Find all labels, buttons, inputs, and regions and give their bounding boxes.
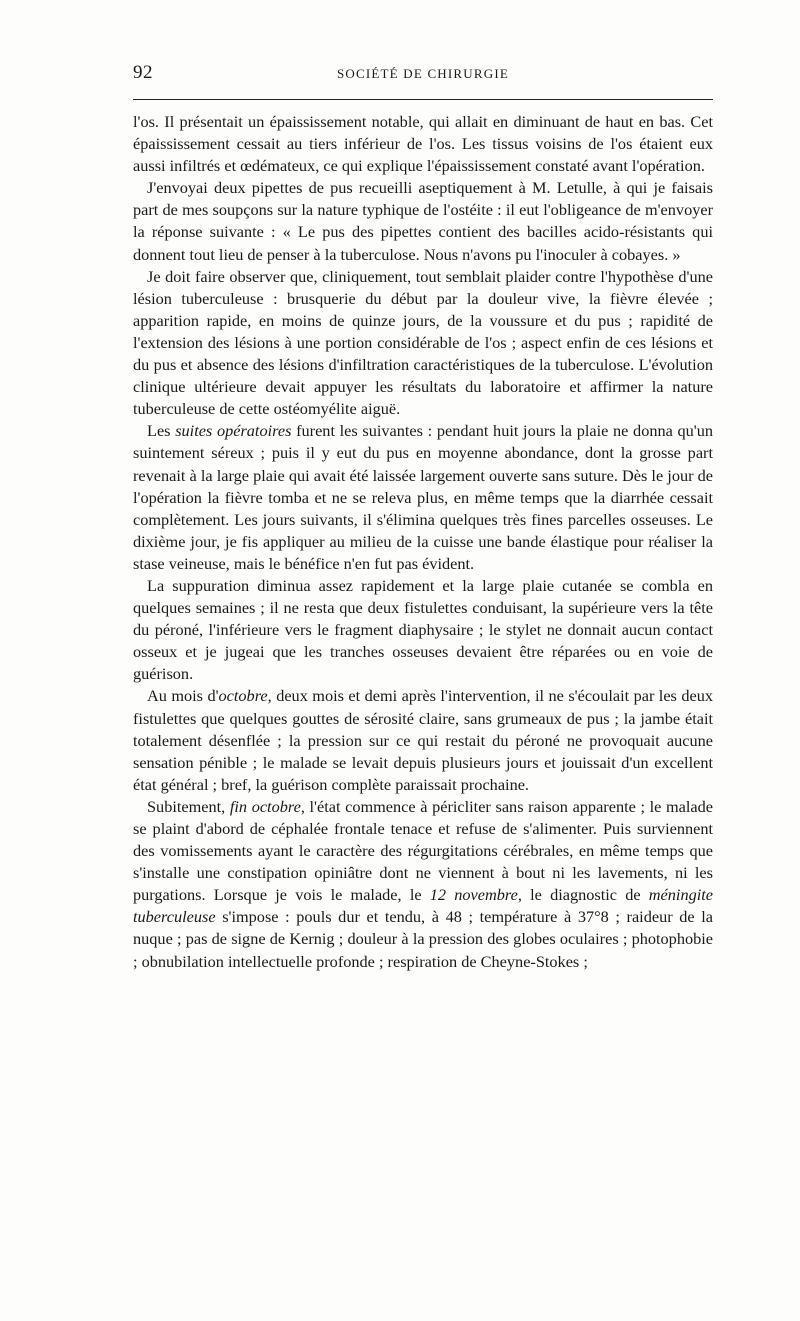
italic-text: méningite tuberculeuse: [133, 885, 713, 927]
page-header: [133, 60, 713, 88]
paragraph: [133, 796, 713, 973]
text-run: Subitement,: [147, 796, 230, 816]
text-run: l'os. Il présentait un épaississement notable, qui allait en diminuant de haut en bas. Cet épaississement cessait au tiers inférieur de l'os. Les tissus voisins de l'os étaient eux aussi infiltrés et œdémateux, ce qui explique l'épaississement constaté avant l'opération.: [133, 112, 713, 176]
text-run: J'envoyai deux pipettes de pus recueilli aseptiquement à M. Letulle, à qui je faisais part de mes soupçons sur la nature typhique de l'ostéite : il eut l'obligeance de m'envoyer la réponse suivante : « Le pus des pipettes contient des bacilles acido-résistants qui donnent tout lieu de penser à la tuberculose. Nous n'avons pu l'inoculer à cobayes. »: [133, 178, 713, 264]
paragraph: [133, 685, 713, 795]
text-run: , l'état commence à péricliter sans raison apparente ; le malade se plaint d'abord de céphalée frontale tenace et refuse de s'alimenter. Puis surviennent des vomissements ayant le caractère des régurgitations cérébrales, en même temps que s'installe une constipation opiniâtre dont ne viennent à bout ni les lavements, ni les purgations. Lorsque je vois le malade, le: [133, 796, 713, 905]
body-text: [133, 111, 713, 973]
text-run: Je doit faire observer que, cliniquement, tout semblait plaider contre l'hypothèse d'une lésion tuberculeuse : brusquerie du début par la douleur vive, la fièvre élevée ; apparition rapide, en moins de quinze jours, de la voussure et du pus ; rapidité de l'extension des lésions à une portion considérable de l'os ; aspect enfin de ces lésions et du pus et absence des lésions d'infiltration caractéristiques de la tuberculose. L'évolution clinique ultérieure devait appuyer les résultats du laboratoire et affirmer la nature tuberculeuse de cette ostéomyélite aiguë.: [133, 266, 713, 419]
text-run: Au mois d': [147, 686, 219, 706]
paragraph: [133, 266, 713, 421]
text-run: Les: [147, 421, 176, 441]
text-run: , deux mois et demi après l'intervention, il ne s'écoulait par les deux fistulettes que quelques gouttes de sérosité claire, sans grumeaux de pus ; la jambe était totalement désenflée ; la pression sur ce qui restait du péroné ne provoquait aucune sensation pénible ; le malade se levait depuis plusieurs jours et jouissait d'un excellent état général ; bref, la guérison complète paraissait prochaine.: [133, 686, 713, 794]
paragraph: [133, 111, 713, 177]
header-rule: [133, 99, 713, 100]
italic-text: fin octobre: [229, 796, 301, 816]
text-run: La suppuration diminua assez rapidement et la large plaie cutanée se combla en quelques semaines ; il ne resta que deux fistulettes conduisant, la supérieure vers la tête du péroné, l'inférieure vers le fragment diaphysaire ; le stylet ne donnait aucun contact osseux et je jugeai que les tranches osseuses devaient être réparées ou en voie de guérison.: [133, 575, 713, 684]
running-title: SOCIÉTÉ DE CHIRURGIE: [336, 66, 510, 81]
text-run: , le diagnostic de: [517, 885, 649, 905]
italic-text: suites opératoires: [175, 421, 292, 441]
text-run: s'impose : pouls dur et tendu, à 48 ; température à 37°8 ; raideur de la nuque ; pas de signe de Kernig ; douleur à la pression des globes oculaires ; photophobie ; obnubilation intellectuelle profonde ; respiration de Cheyne-Stokes ;: [133, 907, 713, 971]
page-number: 92: [133, 62, 153, 83]
italic-text: 12 novembre: [429, 885, 518, 905]
text-run: furent les suivantes : pendant huit jours la plaie ne donna qu'un suintement séreux ; puis il y eut du pus en moyenne abondance, dont la grosse part revenait à la large plaie qui avait été laissée largement ouverte sans suture. Dès le jour de l'opération la fièvre tomba et ne se releva plus, en même temps que la diarrhée cessait complètement. Les jours suivants, il s'élimina quelques très fines parcelles osseuses. Le dixième jour, je fis appliquer au milieu de la cuisse une bande élastique pour réaliser la stase veineuse, mais le bénéfice n'en fut pas évident.: [133, 421, 714, 573]
paragraph: [133, 420, 713, 575]
paragraph: [133, 177, 713, 265]
italic-text: octobre: [218, 686, 268, 706]
paragraph: [133, 575, 713, 685]
